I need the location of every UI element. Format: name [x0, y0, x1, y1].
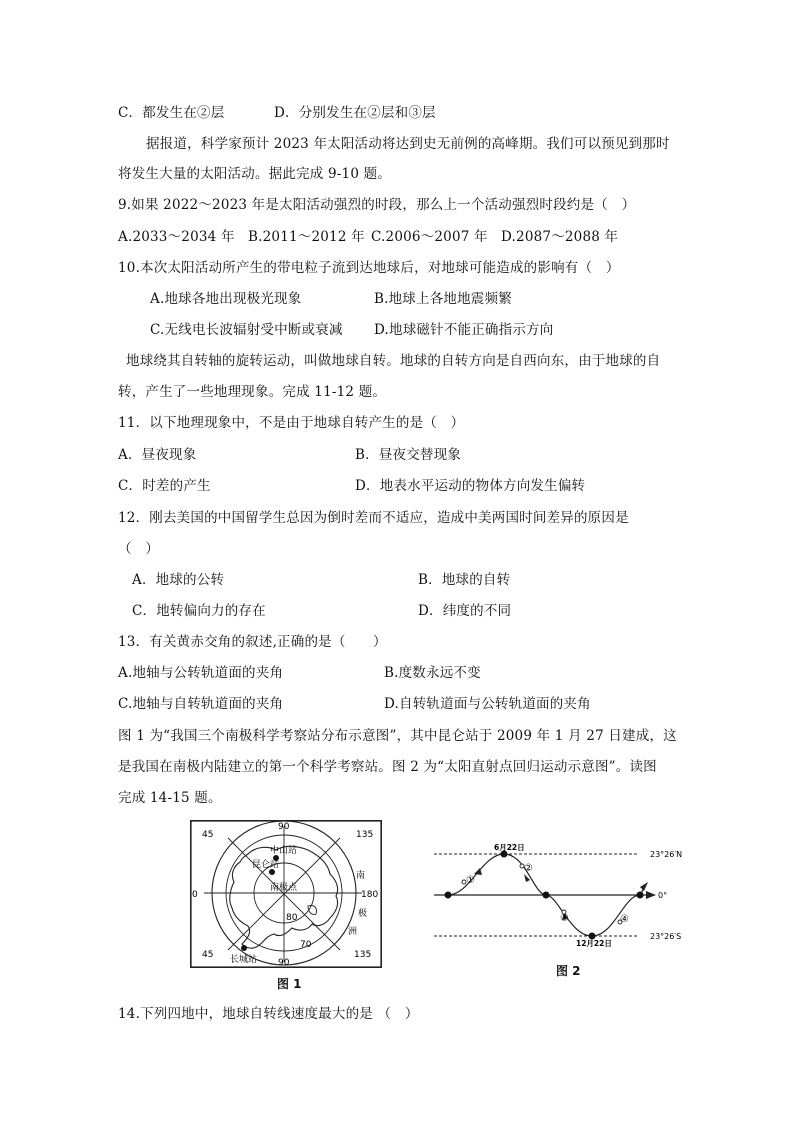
stage-1-label: ① — [466, 875, 475, 886]
question-12-line-1: 12．刚去美国的中国留学生总因为倒时差而不适应，造成中美两国时间差异的原因是 — [118, 510, 629, 526]
stage-4-label: ④ — [620, 914, 629, 925]
q12-option-a: A．地球的公转 — [132, 572, 225, 588]
figure-2-caption: 图 2 — [556, 964, 581, 978]
figure-1-caption: 图 1 — [277, 977, 302, 991]
march-equinox-point — [445, 892, 452, 899]
q9-option-a: A.2033～2034 年 — [118, 229, 235, 245]
antarctica-char-2: 极 — [358, 909, 368, 919]
equator-label: 0° — [658, 891, 668, 900]
q12-option-d: D．纬度的不同 — [418, 603, 512, 619]
intro-11-line-2: 转，产生了一些地理现象。完成 11-12 题。 — [118, 384, 387, 400]
lon-0-label: 0 — [192, 890, 198, 900]
question-9: 9.如果 2022～2023 年是太阳活动强烈的时段，那么上一个活动强烈时段约是（ ） — [118, 197, 636, 213]
kunlun-station-label: 昆仑站 — [252, 860, 280, 870]
lon-180-label: 180 — [361, 890, 379, 900]
q9-option-d: D.2087～2088 年 — [501, 229, 619, 245]
antarctica-char-1: 南 — [356, 871, 366, 881]
lon-90-top-label: 90 — [278, 822, 290, 832]
intro-9-line-1: 据报道，科学家预计 2023 年太阳活动将达到史无前例的高峰期。我们可以预见到那时 — [146, 136, 670, 152]
q11-option-a: A．昼夜现象 — [118, 447, 197, 463]
q8-option-d: D．分别发生在②层和③层 — [274, 105, 436, 121]
q9-option-c: C.2006～2007 年 — [371, 229, 488, 245]
next-equinox-point — [637, 892, 644, 899]
lon-135-bottom-label: 135 — [354, 950, 372, 960]
q13-option-d: D.自转轨道面与公转轨道面的夹角 — [384, 696, 591, 712]
q13-option-b: B.度数永远不变 — [384, 665, 481, 681]
question-13: 13．有关黄赤交角的叙述,正确的是（ ） — [118, 634, 387, 650]
q10-option-c: C.无线电长波辐射受中断或衰减 — [150, 322, 343, 338]
antarctica-char-3: 洲 — [348, 927, 358, 937]
question-14: 14.下列四地中，地球自转线速度最大的是 （ ） — [118, 1006, 419, 1022]
question-11: 11．以下地理现象中，不是由于地球自转产生的是（ ） — [118, 415, 465, 431]
lon-45-bottom-label: 45 — [202, 950, 214, 960]
question-10: 10.本次太阳活动所产生的带电粒子流到达地球后，对地球可能造成的影响有（ ） — [118, 260, 620, 276]
december-22-label: 12月22日 — [576, 939, 612, 948]
stage-2-label: ② — [524, 863, 533, 874]
q13-option-a: A.地轴与公转轨道面的夹角 — [118, 665, 284, 681]
south-pole-label: 南极点 — [270, 883, 298, 893]
tropic-north-label: 23°26′N — [650, 850, 683, 859]
q10-option-b: B.地球上各地地震频繁 — [374, 291, 512, 307]
q12-option-c: C．地转偏向力的存在 — [132, 603, 266, 619]
lon-90-bottom-label: 90 — [278, 958, 290, 968]
intro-14-line-2: 是我国在南极内陆建立的第一个科学考察站。图 2 为“太阳直射点回归运动示意图”。读图 — [118, 759, 657, 775]
intro-9-line-2: 将发生大量的太阳活动。据此完成 9-10 题。 — [118, 166, 392, 182]
intro-14-line-1: 图 1 为“我国三个南极科学考察站分布示意图”，其中昆仑站于 2009 年 1 月 27 日建成，这 — [118, 728, 677, 744]
june-22-label: 6月22日 — [494, 843, 525, 852]
lat-80-label: 80 — [286, 913, 298, 923]
q12-option-b: B．地球的自转 — [418, 572, 511, 588]
figure-2-solar-migration — [430, 842, 702, 948]
q11-option-c: C．时差的产生 — [118, 478, 211, 494]
q9-option-b: B.2011～2012 年 — [248, 229, 365, 245]
changcheng-station-label: 长城站 — [230, 955, 258, 965]
figure-1-antarctic-map — [190, 820, 382, 968]
lat-70-label: 70 — [300, 940, 312, 950]
zhongshan-station-label: 中山站 — [270, 846, 298, 856]
lon-135-top-label: 135 — [356, 830, 374, 840]
q10-option-a: A.地球各地出现极光现象 — [150, 291, 302, 307]
q13-option-c: C.地轴与自转轨道面的夹角 — [118, 696, 284, 712]
intro-14-line-3: 完成 14-15 题。 — [118, 790, 222, 806]
question-12-line-2: （ ） — [118, 541, 160, 557]
q11-option-b: B．昼夜交替现象 — [355, 447, 462, 463]
changcheng-station-dot — [241, 945, 247, 951]
intro-11-line-1: 地球绕其自转轴的旋转运动，叫做地球自转。地球的自转方向是自西向东，由于地球的自 — [126, 353, 661, 369]
september-equinox-point — [543, 892, 550, 899]
q10-option-d: D.地球磁针不能正确指示方向 — [374, 322, 554, 338]
q8-option-c: C．都发生在②层 — [118, 105, 225, 121]
q11-option-d: D．地表水平运动的物体方向发生偏转 — [355, 478, 586, 494]
lon-45-top-label: 45 — [202, 830, 214, 840]
stage-3-label: ③ — [560, 913, 569, 924]
tropic-south-label: 23°26′S — [650, 932, 682, 941]
